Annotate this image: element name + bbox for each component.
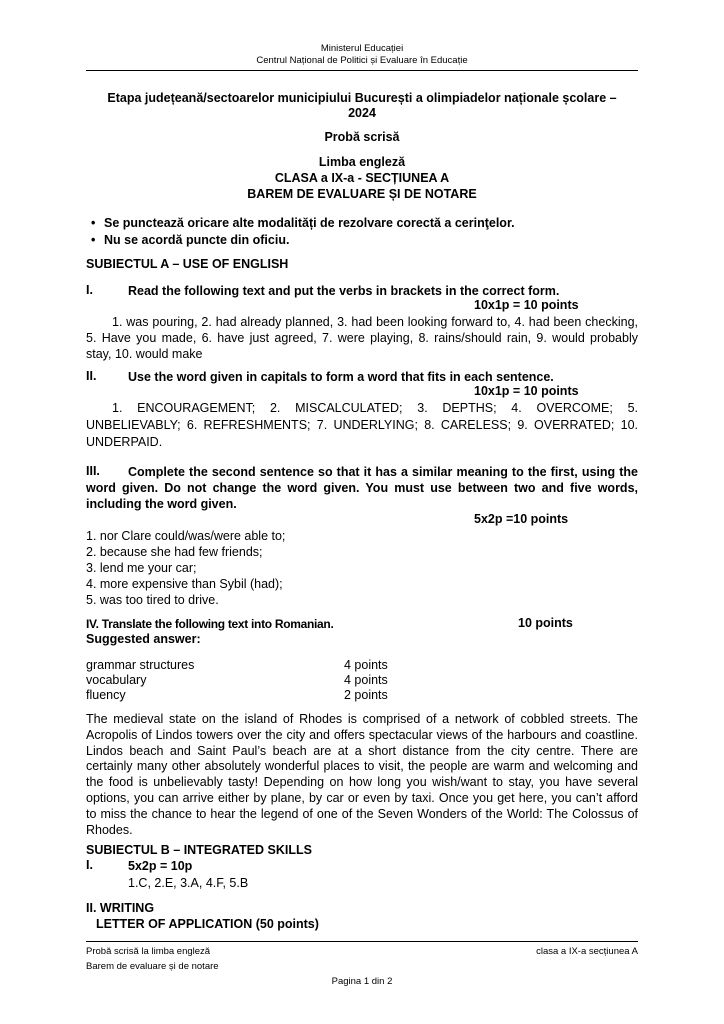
part1-answers: 1. was pouring, 2. had already planned, 3. had been looking forward to, 4. had been checking, 5. Have you made, 6. have just agreed, 7. were playing, 8. rains/should rain, 9. would probably stay, 10. would make (86, 315, 638, 361)
part1-task: Read the following text and put the verbs in brackets in the correct form. (128, 284, 560, 298)
title-exam-type: Probă scrisă (324, 130, 400, 144)
footer-class: clasa a IX-a secțiunea A (536, 946, 638, 957)
title-subject: Limba engleză (318, 155, 406, 169)
part3-answer: 4. more expensive than Sybil (had); (86, 577, 283, 591)
part3-answer: 1. nor Clare could/was/were able to; (86, 529, 286, 543)
header-ministry: Ministerul Educației (320, 43, 404, 54)
note-item: • Nu se acordă puncte din oficiu. (104, 232, 624, 248)
criteria-value: 2 points (344, 688, 388, 702)
part1-number: I. (86, 283, 93, 297)
criteria-label: fluency (86, 688, 126, 702)
title-class-section: CLASA a IX-a - SECȚIUNEA A (274, 171, 450, 185)
part2-points: 10x1p = 10 points (474, 384, 579, 398)
part3-points: 5x2p =10 points (474, 512, 569, 526)
title-scheme: BAREM DE EVALUARE ȘI DE NOTARE (247, 187, 477, 201)
part4-suggested-label: Suggested answer: (86, 632, 201, 646)
part4-points: 10 points (518, 616, 573, 630)
header-divider (86, 70, 638, 71)
part3-answer: 2. because she had few friends; (86, 545, 263, 559)
subject-b-heading: SUBIECTUL B – INTEGRATED SKILLS (86, 843, 312, 857)
footer-scheme: Barem de evaluare și de notare (86, 961, 219, 972)
part1-points: 10x1p = 10 points (474, 298, 579, 312)
writing-subheading: LETTER OF APPLICATION (50 points) (96, 917, 319, 931)
note-item: • Se punctează oricare alte modalități de rezolvare corectă a cerinţelor. (104, 215, 624, 231)
translation-text: The medieval state on the island of Rhodes is comprised of a network of cobbled streets. The Acropolis of Lindos towers over the city and offers spectacular views of the harbours and coastline. Lindos beach and Saint Paul’s beach are at a short distance from the city centre. There are certainly many other absolutely wonderful places to visit, the people are warm and welcoming and the food is unbelievably tasty! Depending on how long you wish/want to stay, you have several options, you can arrive either by plane, by car or even by taxi. Once you get here, you can’t afford to miss the chance to hear the legend of one of the Seven Wonders of the World: The Colossus of Rhodes. (86, 712, 638, 837)
subject-b-part1-answers: 1.C, 2.E, 3.A, 4.F, 5.B (128, 876, 249, 890)
criteria-label: grammar structures (86, 658, 195, 672)
footer-divider (86, 941, 638, 942)
subject-a-heading: SUBIECTUL A – USE OF ENGLISH (86, 257, 289, 271)
criteria-value: 4 points (344, 658, 388, 672)
title-stage-line1: Etapa județeană/sectoarelor municipiului București a olimpiadelor naționale școlare – (107, 91, 617, 105)
subject-b-part1-points: 5x2p = 10p (128, 859, 193, 873)
part3-answer: 3. lend me your car; (86, 561, 197, 575)
part3-task: Complete the second sentence so that it has a similar meaning to the first, using the word given. Do not change the word given. You must use between two and five words, including the word given. (86, 465, 638, 511)
part4-task: IV. Translate the following text into Romanian. (86, 617, 334, 631)
footer-exam: Probă scrisă la limba engleză (86, 946, 211, 957)
title-stage-line2: 2024 (348, 106, 376, 120)
criteria-value: 4 points (344, 673, 388, 687)
part2-answers: 1. ENCOURAGEMENT; 2. MISCALCULATED; 3. DEPTHS; 4. OVERCOME; 5. UNBELIEVABLY; 6. REFRESHMENTS; 7. UNDERLYING; 8. CARELESS; 9. OVERRATED; 10. UNDERPAID. (86, 401, 638, 449)
header-center: Centrul Național de Politici și Evaluare în Educație (256, 55, 468, 66)
part2-number: II. (86, 369, 97, 383)
subject-b-part1-number: I. (86, 858, 93, 872)
part3-answer: 5. was too tired to drive. (86, 593, 219, 607)
criteria-label: vocabulary (86, 673, 147, 687)
part3-number: III. (86, 464, 100, 478)
writing-heading: II. WRITING (86, 901, 155, 915)
page-number: Pagina 1 din 2 (331, 976, 393, 987)
part2-task: Use the word given in capitals to form a word that fits in each sentence. (128, 370, 554, 384)
